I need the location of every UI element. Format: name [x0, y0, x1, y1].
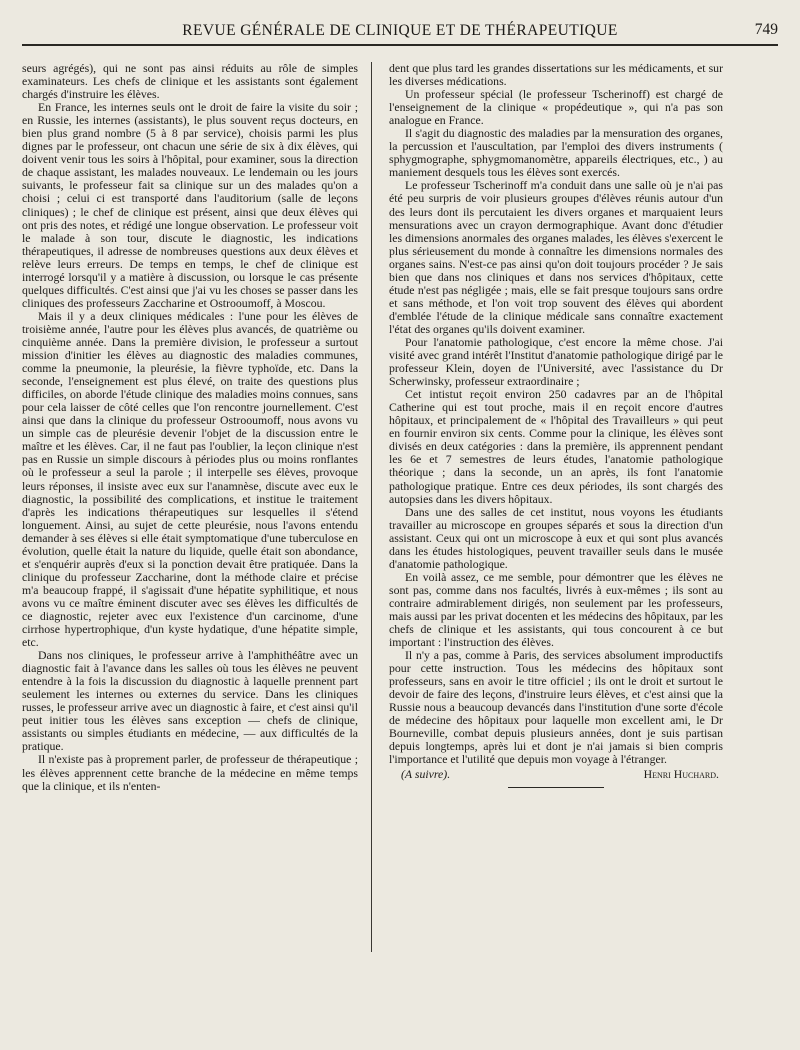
- paragraph: Cet intistut reçoit environ 250 cadavres par an de l'hôpital Catherine qui est tout proche, mais il en reçoit encore d'autres hôpitaux, et principalement de « l'hôpital des Travailleurs » qui peut en fournir environ six cents. Comme pour la clinique, les élèves sont divisés en deux catégories : dans la première, ils apprennent pendant les 6e et 7 semestres de leurs études, l'anatomie pathologique théorique ; dans la seconde, un an après, ils font l'anatomie pathologique pratique. Entre ces deux périodes, ils sont chargés des autopsies dans les divers hôpitaux.: [389, 387, 723, 506]
- page-number: 749: [754, 21, 778, 38]
- paragraph: Dans une des salles de cet institut, nous voyons les étudiants travailler au microscope en groupes séparés et sous la direction d'un assistant. Ceux qui ont un microscope à eux et qui sont plus avancés dans les études histologiques, peuvent travailler seuls dans le musée d'anatomie pathologique.: [389, 504, 723, 571]
- paragraph: En France, les internes seuls ont le droit de faire la visite du soir ; en Russie, les internes (assistants), le plus souvent reçus docteurs, en bien plus grand nombre (5 à 8 par service), choisis parmi les plus dignes par le professeur, ont chacun une série de six à dix élèves, qui doivent venir tous les soirs à l'hôpital, pour examiner, sous la direction de chaque assistant, les malades nouveaux. Le lendemain ou les jours suivants, le professeur fait sa clinique sur un des malades qu'on a choisi ; celui ci est transporté dans l'auditorium (salle de leçons cliniques) ; le chef de clinique est présent, ainsi que deux élèves qui ont pris des notes, et rédigé une longue observation. Le professeur voit le malade à son tour, discute le diagnostic, les indications thérapeutiques, il adresse de nombreuses questions aux deux élèves et relève leurs erreurs. De temps en temps, le chef de clinique est interrogé lorsqu'il y a matière à discussion, ou lorsque le cas présente quelques difficultés. C'est ainsi que j'ai vu les choses se passer dans les cliniques des professeurs Zaccharine et Ostrooumoff, à Moscou.: [22, 100, 358, 310]
- right-column: [389, 62, 723, 788]
- column-divider: [371, 62, 372, 952]
- paragraph: Un professeur spécial (le professeur Tscherinoff) est chargé de l'enseignement de la clinique « propédeutique », qui n'a pas son analogue en France.: [389, 87, 723, 128]
- author-signature: Henri Huchard.: [643, 766, 719, 781]
- end-rule: [508, 787, 604, 788]
- paragraph: dent que plus tard les grandes dissertations sur les médicaments, et sur les diverses médications.: [389, 61, 723, 89]
- paragraph: Mais il y a deux cliniques médicales : l'une pour les élèves de troisième année, l'autre pour les élèves plus avancés, de quatrième ou cinquième année. Dans la première division, le professeur a surtout mission d'initier les élèves au diagnostic des maladies communes, comme la pneumonie, la pleurésie, la fièvre typhoïde, etc. Dans la seconde, l'enseignement est plus élevé, on traite des questions plus difficiles, on aborde l'étude clinique des maladies moins connues, sans pour cela laisser de côté celles que l'on rencontre journellement. C'est ainsi que dans la clinique du professeur Ostrooumoff, nous avons vu un simple cas de pleurésie devenir l'objet de la discussion entre le maître et les élèves. Car, il ne faut pas l'oublier, la leçon clinique n'est pas en Russie un simple discours à périodes plus ou moins ronflantes où le professeur a seul la parole ; il interpelle ses élèves, provoque leurs réponses, il insiste avec eux sur l'anamnèse, discute avec eux le diagnostic, la possibilité des complications, et institue le traitement d'après les indications thérapeutiques sur lesquelles il s'étend longuement. Ainsi, au sujet de cette pleurésie, nous l'avons entendu demander à ses élèves si elle était symptomatique d'une tuberculose en évolution, quelle était la nature du liquide, quelle était son abondance, et s'enquérir auprès d'eux si la ponction devait être pratiquée. Dans la clinique du professeur Zaccharine, dont la méthode claire et précise m'a beaucoup frappé, il s'agissait d'une hépatite syphilitique, et nous avons vu ce maître éminent discuter avec ses élèves les difficultés de ce diagnostic, rejeter avec eux l'existence d'un carcinome, d'une cirrhose hypertrophique, d'un kyste hydatique, d'une hépatite simple, etc.: [22, 308, 358, 650]
- paragraph: Le professeur Tscherinoff m'a conduit dans une salle où je n'ai pas été peu surpris de voir plusieurs groupes d'élèves réunis autour d'un des leurs dont ils percutaient les divers organes et marquaient leurs mensurations avec un crayon dermographique. Avant donc d'étudier les dimensions anormales des organes malades, les élèves s'exercent le plus sérieusement du monde à connaître les dimensions normales des organes sains. N'est-ce pas ainsi qu'on doit toujours procéder ? Je sais bien que dans nos cliniques et dans nos services d'hôpitaux, cette étude n'est pas négligée ; mais, elle se fait presque toujours sans ordre et sans méthode, et l'on voit trop souvent des élèves qui abordent d'emblée l'étude de la clinique médicale sans connaître exactement l'état des organes qu'ils doivent examiner.: [389, 178, 723, 336]
- paragraph: seurs agrégés), qui ne sont pas ainsi réduits au rôle de simples examinateurs. Les chefs de clinique et les assistants sont également chargés d'instruire les élèves.: [22, 61, 358, 102]
- left-column: [22, 62, 358, 793]
- paragraph: En voilà assez, ce me semble, pour démontrer que les élèves ne sont pas, comme dans nos facultés, livrés à eux-mêmes ; ils sont au contraire admirablement dirigés, non seulement par les professeurs, mais aussi par les privat docenten et les médecins des hôpitaux, par les chefs de clinique et les assistants, qui tous concourent à ce but important : l'instruction des élèves.: [389, 569, 723, 650]
- paragraph: Pour l'anatomie pathologique, c'est encore la même chose. J'ai visité avec grand intérêt l'Institut d'anatomie pathologique dirigé par le professeur Klein, doyen de l'Université, avec l'assistance du Dr Scherwinsky, professeur extraordinaire ;: [389, 334, 723, 389]
- journal-title: REVUE GÉNÉRALE DE CLINIQUE ET DE THÉRAPEUTIQUE: [182, 22, 618, 39]
- signature-line: [389, 768, 723, 781]
- paragraph: Il s'agit du diagnostic des maladies par la mensuration des organes, la percussion et l'auscultation, par l'emploi des divers instruments ( sphygmographe, sphygmomanomètre, appareils électriques, etc., ) au maniement desquels tous les élèves sont exercés.: [389, 126, 723, 180]
- to-be-continued: (A suivre).: [401, 766, 451, 781]
- running-header: [22, 20, 778, 42]
- paragraph: Il n'y a pas, comme à Paris, des services absolument improductifs pour cette instruction. Tous les médecins des hôpitaux sont professeurs, sans en avoir le titre officiel ; ils ont le droit et surtout le devoir de faire des leçons, d'instruire leurs élèves, et c'est ainsi que la Russie nous a beaucoup devancés dans l'institution d'une sorte d'école de médecine des hôpitaux pour laquelle mon excellent ami, le Dr Bourneville, combat depuis plusieurs années, dont je suis partisan depuis longtemps, après lui et dont je n'ai jamais si bien compris l'importance et l'utilité que depuis mon voyage à l'étranger.: [389, 648, 723, 767]
- paragraph: Dans nos cliniques, le professeur arrive à l'amphithéâtre avec un diagnostic fait à l'avance dans les salles où tous les élèves ne peuvent entendre à la fois la discussion du diagnostic à laquelle prennent part seulement les internes ou externes du service. Dans les cliniques russes, le professeur arrive avec un diagnostic à faire, et c'est ainsi qu'il peut initier tous les élèves sans exception — chefs de clinique, assistants ou simples étudiants en médecine, — aux difficultés de la pratique.: [22, 648, 358, 754]
- paragraph: Il n'existe pas à proprement parler, de professeur de thérapeutique ; les élèves apprennent cette branche de la médecine en même temps que la clinique, et ils n'enten-: [22, 752, 358, 793]
- header-rule: [22, 44, 778, 46]
